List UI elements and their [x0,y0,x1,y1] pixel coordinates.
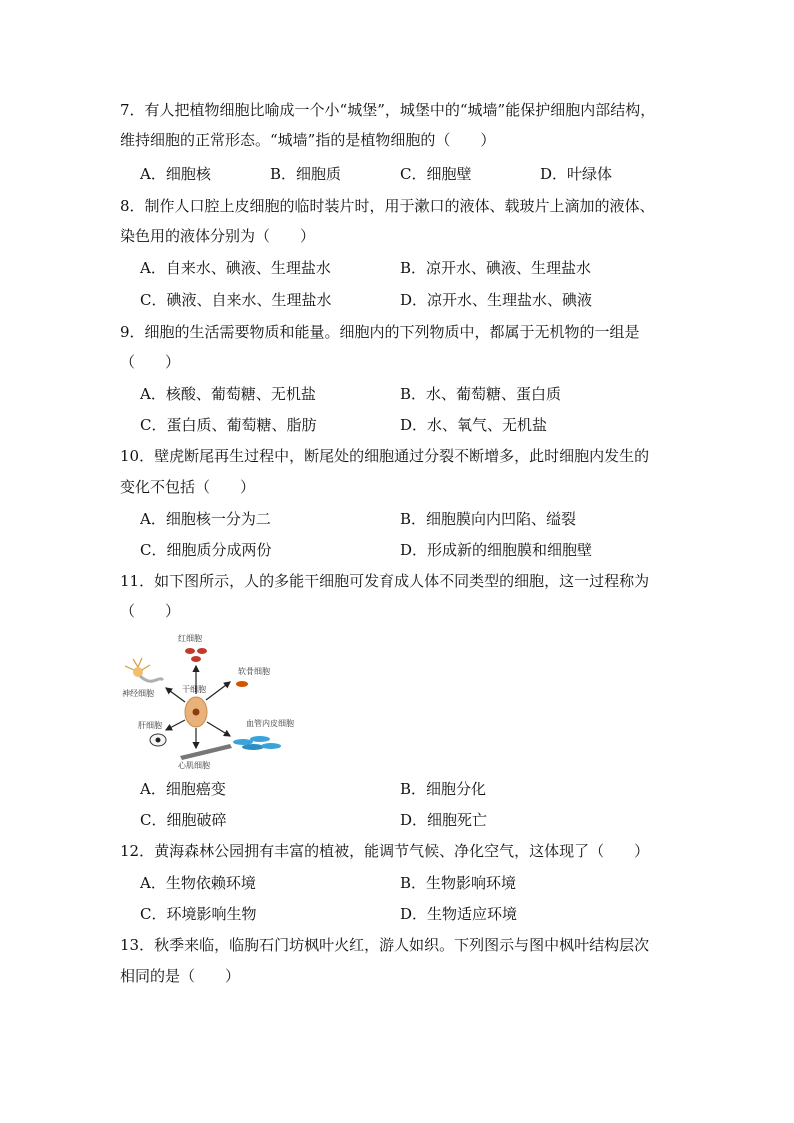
label-vessel-cell: 血管内皮细胞 [246,719,294,728]
question-9-line-1: 9．细胞的生活需要物质和能量。细胞内的下列物质中，都属于无机物的一组是 [120,323,640,341]
q7-option-c: C．细胞壁 [400,165,472,183]
q8-option-d: D．凉开水、生理盐水、碘液 [400,291,593,309]
q10-option-d: D．形成新的细胞膜和细胞壁 [400,541,593,559]
label-nerve-cell: 神经细胞 [122,689,154,698]
q10-option-b: B．细胞膜向内凹陷、缢裂 [400,510,577,528]
label-red-cell: 红细胞 [178,634,202,643]
q12-option-b: B．生物影响环境 [400,874,517,892]
label-heart-cell: 心肌细胞 [178,761,210,770]
question-12-line-1: 12．黄海森林公园拥有丰富的植被，能调节气候、净化空气，这体现了（ ） [120,842,650,860]
question-11-line-1: 11．如下图所示，人的多能干细胞可发育成人体不同类型的细胞，这一过程称为 [120,572,650,590]
question-13-line-2: 相同的是（ ） [120,967,241,985]
red-cell-icon-2 [197,648,207,654]
question-13-line-1: 13．秋季来临，临朐石门坊枫叶火红，游人如织。下列图示与图中枫叶结构层次 [120,936,650,954]
q9-option-b: B．水、葡萄糖、蛋白质 [400,385,562,403]
label-bone-cell: 软骨细胞 [238,667,270,676]
q11-option-d: D．细胞死亡 [400,811,488,829]
question-8-line-2: 染色用的液体分别为（ ） [120,227,316,245]
q7-option-d: D．叶绿体 [540,165,613,183]
q12-option-a: A．生物依赖环境 [140,874,256,892]
question-11-line-2: （ ） [120,602,181,620]
nerve-cell-icon [125,658,163,681]
red-cell-icon-3 [191,656,201,662]
q12-option-d: D．生物适应环境 [400,905,518,923]
q8-option-a: A．自来水、碘液、生理盐水 [140,259,331,277]
q10-option-a: A．细胞核一分为二 [140,510,271,528]
bone-cell-icon [236,681,248,687]
q11-option-a: A．细胞癌变 [140,780,226,798]
q9-option-a: A．核酸、葡萄糖、无机盐 [140,385,316,403]
q8-option-b: B．凉开水、碘液、生理盐水 [400,259,592,277]
q11-option-b: B．细胞分化 [400,780,487,798]
q7-option-b: B．细胞质 [270,165,342,183]
question-7-line-2: 维持细胞的正常形态。“城墙”指的是植物细胞的（ ） [120,131,496,149]
vessel-cell-icon [233,736,281,750]
arrow-to-vessel-cell [207,722,230,736]
arrow-to-bone-cell [206,682,230,700]
question-10-line-1: 10．壁虎断尾再生过程中，断尾处的细胞通过分裂不断增多，此时细胞内发生的 [120,447,650,465]
question-8-line-1: 8．制作人口腔上皮细胞的临时装片时，用于漱口的液体、载玻片上滴加的液体、 [120,197,655,215]
q9-option-d: D．水、氧气、无机盐 [400,416,548,434]
label-stem-cell: 干细胞 [182,685,206,694]
stem-cell-diagram [118,630,323,770]
liver-cell-icon [150,734,166,746]
q11-option-c: C．细胞破碎 [140,811,227,829]
label-liver-cell: 肝细胞 [138,721,162,730]
q8-option-c: C．碘液、自来水、生理盐水 [140,291,332,309]
q12-option-c: C．环境影响生物 [140,905,257,923]
q9-option-c: C．蛋白质、葡萄糖、脂肪 [140,416,317,434]
q7-option-a: A．细胞核 [140,165,211,183]
question-9-line-2: （ ） [120,353,181,371]
red-cell-icon [185,648,195,654]
stem-cell-nucleus-icon [193,709,200,716]
q10-option-c: C．细胞质分成两份 [140,541,272,559]
question-10-line-2: 变化不包括（ ） [120,478,256,496]
heart-cell-icon [180,744,232,760]
question-7-line-1: 7．有人把植物细胞比喻成一个小“城堡”，城堡中的“城墙”能保护细胞内部结构， [120,101,656,119]
arrow-to-liver-cell [166,720,185,730]
